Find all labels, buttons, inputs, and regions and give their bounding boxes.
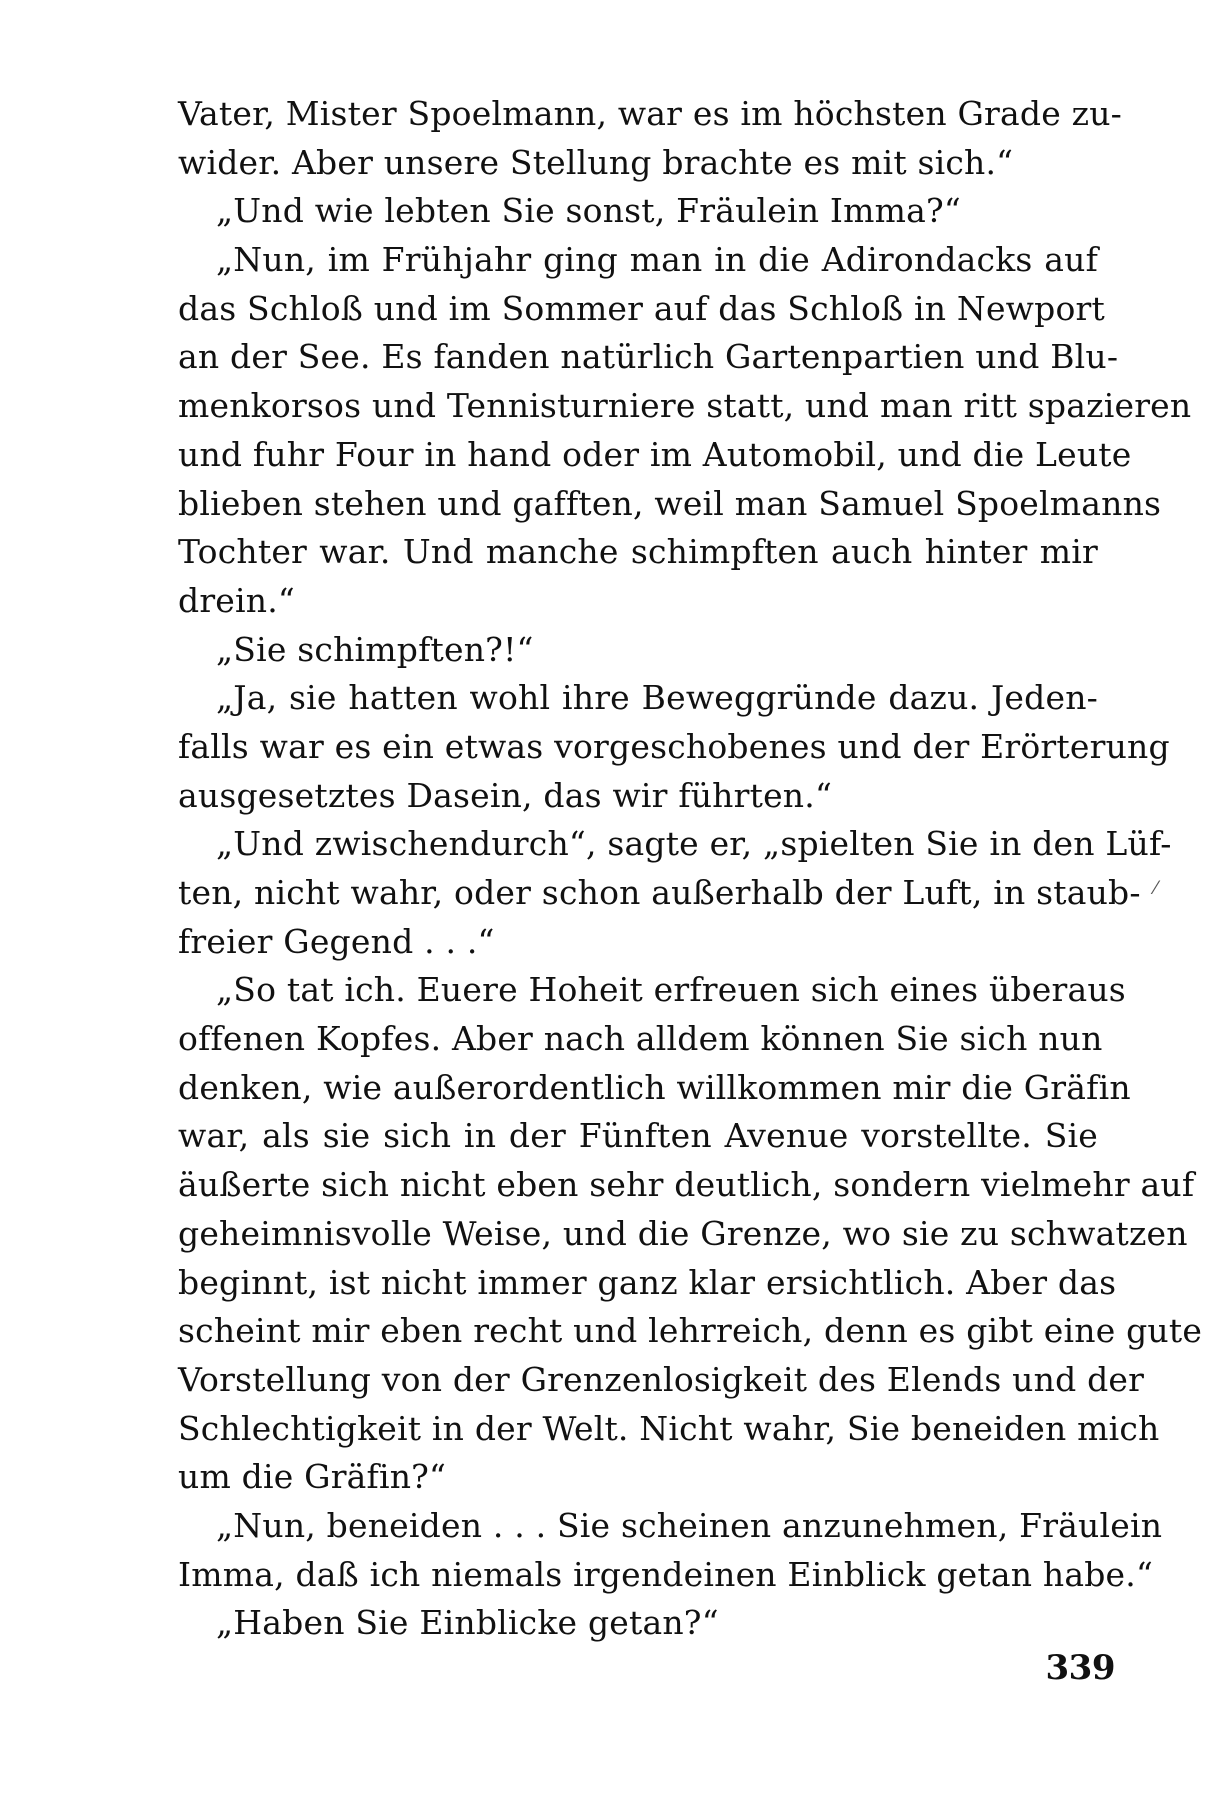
- text-line: Vorstellung von der Grenzenlosigkeit des Elends und der: [178, 1359, 1145, 1399]
- text-line: Schlechtigkeit in der Welt. Nicht wahr, Sie beneiden mich: [178, 1408, 1160, 1448]
- text-line: „Und zwischendurch“, sagte er, „spielten Sie in den Lüf-: [216, 824, 1172, 864]
- text-line: Vater, Mister Spoelmann, war es im höchsten Grade zu-: [178, 94, 1123, 133]
- text-line: „Ja, sie hatten wohl ihre Beweggründe dazu. Jeden-: [216, 678, 1098, 718]
- text-line: „Nun, beneiden . . . Sie scheinen anzunehmen, Fräulein: [216, 1505, 1163, 1545]
- text-line: geheimnisvolle Weise, und die Grenze, wo sie zu schwatzen: [178, 1213, 1188, 1253]
- text-line: Tochter war. Und manche schimpften auch hinter mir: [178, 532, 1098, 572]
- text-line: äußerte sich nicht eben sehr deutlich, sondern vielmehr auf: [178, 1165, 1195, 1205]
- text-line: um die Gräfin?“: [178, 1457, 447, 1497]
- text-line: freier Gegend . . .“: [178, 921, 495, 961]
- text-line: scheint mir eben recht und lehrreich, denn es gibt eine gute: [178, 1311, 1203, 1351]
- text-line: „Sie schimpften?!“: [216, 629, 534, 669]
- text-line: beginnt, ist nicht immer ganz klar ersichtlich. Aber das: [178, 1262, 1117, 1302]
- text-line: „Haben Sie Einblicke getan?“: [216, 1603, 719, 1643]
- text-line: blieben stehen und gafften, weil man Samuel Spoelmanns: [178, 483, 1162, 523]
- text-line: denken, wie außerordentlich willkommen mir die Gräfin: [178, 1067, 1131, 1107]
- text-line: ausgesetztes Dasein, das wir führten.“: [178, 775, 833, 815]
- text-line: war, als sie sich in der Fünften Avenue vorstellte. Sie: [178, 1116, 1098, 1156]
- text-line: das Schloß und im Sommer auf das Schloß in Newport: [178, 288, 1105, 328]
- text-line: „Und wie lebten Sie sonst, Fräulein Imma?“: [216, 191, 961, 231]
- text-line: „Nun, im Frühjahr ging man in die Adirondacks auf: [216, 240, 1098, 280]
- margin-smudge: ⁄: [1154, 878, 1158, 899]
- text-line: an der See. Es fanden natürlich Gartenpartien und Blu-: [178, 337, 1119, 377]
- text-line: Imma, daß ich niemals irgendeinen Einblick getan habe.“: [178, 1554, 1154, 1594]
- text-line: menkorsos und Tennisturniere statt, und man ritt spazieren: [178, 386, 1192, 426]
- text-line: drein.“: [178, 580, 295, 620]
- text-line: wider. Aber unsere Stellung brachte es mit sich.“: [178, 142, 1014, 182]
- text-line: ten, nicht wahr, oder schon außerhalb der Luft, in staub-: [178, 873, 1141, 912]
- text-line: und fuhr Four in hand oder im Automobil, und die Leute: [178, 434, 1132, 474]
- text-line: falls war es ein etwas vorgeschobenes und der Erörterung: [178, 726, 1170, 766]
- page-number: 339: [1045, 1648, 1115, 1688]
- body-text: [178, 90, 1203, 1648]
- text-line: „So tat ich. Euere Hoheit erfreuen sich eines überaus: [216, 970, 1126, 1010]
- text-line: offenen Kopfes. Aber nach alldem können Sie sich nun: [178, 1019, 1103, 1059]
